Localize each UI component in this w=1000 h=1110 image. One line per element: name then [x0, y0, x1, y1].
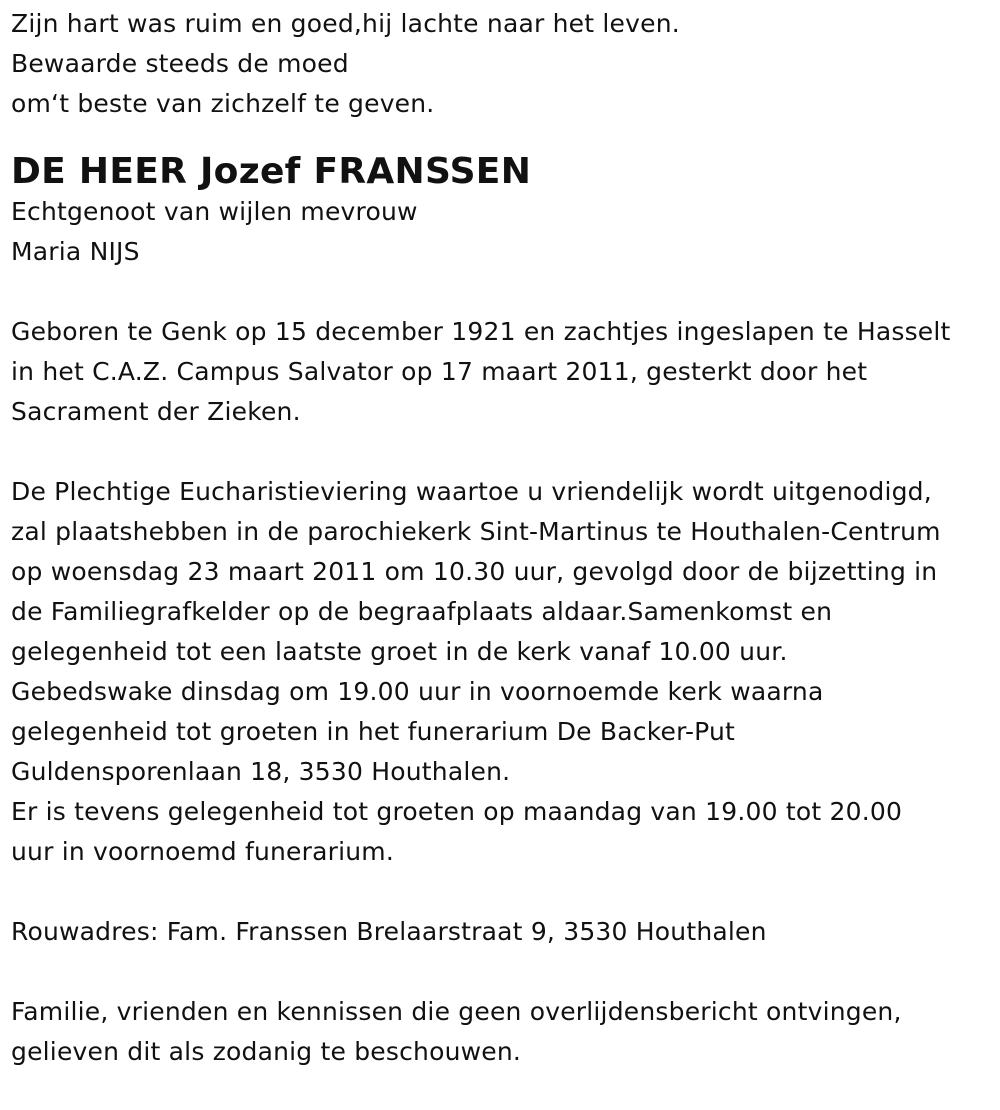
- spacer: [11, 272, 996, 312]
- paragraph-line: Familie, vrienden en kennissen die geen overlijdensbericht ontvingen,: [11, 997, 902, 1026]
- paragraph-line: Er is tevens gelegenheid tot groeten op maandag van 19.00 tot 20.00: [11, 797, 903, 826]
- paragraph-line: zal plaatshebben in de parochiekerk Sint-Martinus te Houthalen-Centrum: [11, 517, 941, 546]
- spacer: [11, 432, 996, 472]
- paragraph-line: de Familiegrafkelder op de begraafplaats aldaar.Samenkomst en: [11, 597, 833, 626]
- birth-death-paragraph: [11, 312, 996, 432]
- obituary-document: [11, 4, 996, 1072]
- closing-paragraph: [11, 992, 996, 1072]
- spacer: [11, 952, 996, 992]
- paragraph-line: gelegenheid tot een laatste groet in de kerk vanaf 10.00 uur.: [11, 637, 788, 666]
- ceremony-paragraph: [11, 472, 996, 872]
- paragraph-line: Geboren te Genk op 15 december 1921 en zachtjes ingeslapen te Hasselt: [11, 317, 951, 346]
- paragraph-line: gelieven dit als zodanig te beschouwen.: [11, 1037, 522, 1066]
- paragraph-line: Sacrament der Zieken.: [11, 397, 301, 426]
- spacer: [11, 872, 996, 912]
- paragraph-line: De Plechtige Eucharistieviering waartoe u vriendelijk wordt uitgenodigd,: [11, 477, 932, 506]
- mourning-address-line: Rouwadres: Fam. Franssen Brelaarstraat 9, 3530 Houthalen: [11, 917, 767, 946]
- spouse-info: [11, 192, 996, 272]
- poem: [11, 4, 996, 124]
- paragraph-line: Guldensporenlaan 18, 3530 Houthalen.: [11, 757, 511, 786]
- poem-line: Bewaarde steeds de moed: [11, 49, 349, 78]
- deceased-name-title: DE HEER Jozef FRANSSEN: [11, 151, 532, 192]
- paragraph-line: op woensdag 23 maart 2011 om 10.30 uur, gevolgd door de bijzetting in: [11, 557, 938, 586]
- poem-line: om‘t beste van zichzelf te geven.: [11, 89, 435, 118]
- paragraph-line: gelegenheid tot groeten in het funerarium De Backer-Put: [11, 717, 736, 746]
- paragraph-line: in het C.A.Z. Campus Salvator op 17 maart 2011, gesterkt door het: [11, 357, 868, 386]
- paragraph-line: uur in voornoemd funerarium.: [11, 837, 395, 866]
- mourning-address: [11, 912, 996, 952]
- paragraph-line: Gebedswake dinsdag om 19.00 uur in voornoemde kerk waarna: [11, 677, 824, 706]
- spouse-line: Maria NIJS: [11, 237, 140, 266]
- spouse-line: Echtgenoot van wijlen mevrouw: [11, 197, 418, 226]
- poem-line: Zijn hart was ruim en goed,hij lachte naar het leven.: [11, 9, 680, 38]
